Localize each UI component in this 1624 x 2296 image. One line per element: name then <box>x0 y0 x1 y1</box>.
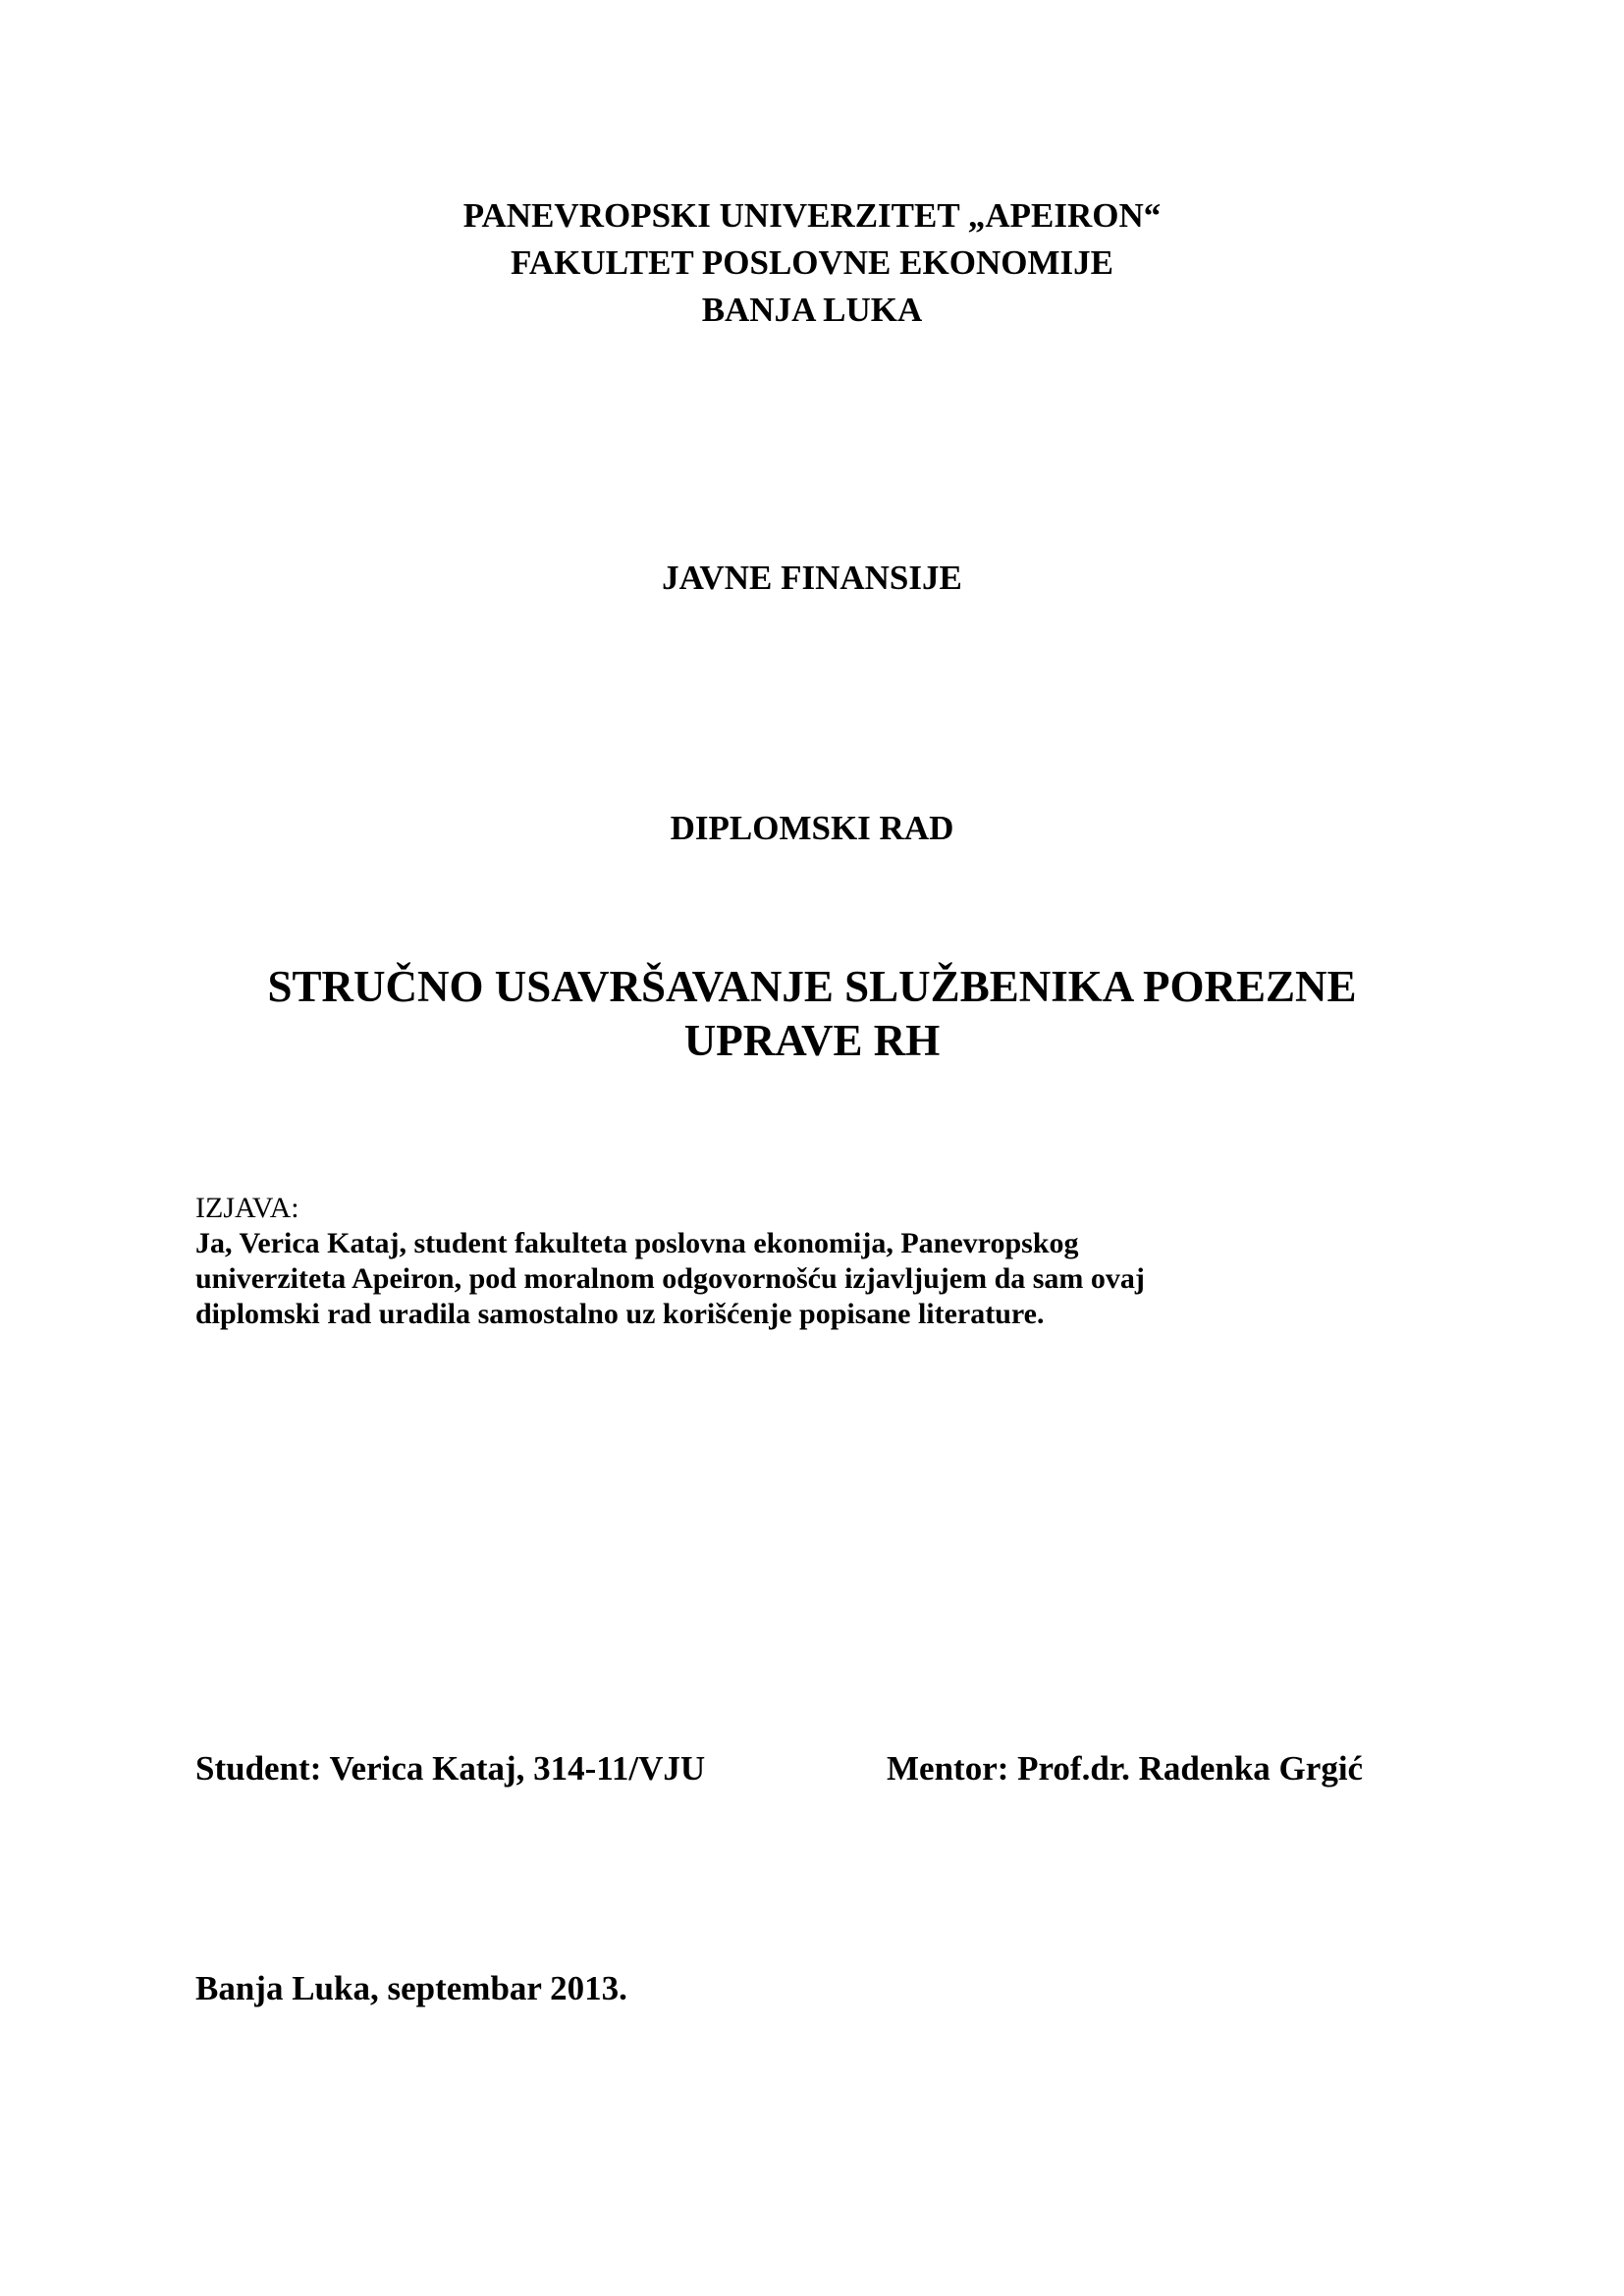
place-and-date: Banja Luka, septembar 2013. <box>195 1969 627 2007</box>
declaration-line-2: univerziteta Apeiron, pod moralnom odgovornošću izjavljujem da sam ovaj <box>195 1262 1145 1295</box>
thesis-title-line-2: UPRAVE RH <box>683 1016 941 1065</box>
declaration-line-1: Ja, Verica Kataj, student fakulteta poslovna ekonomija, Panevropskog <box>195 1227 1079 1259</box>
declaration-line-3: diplomski rad uradila samostalno uz korišćenje popisane literature. <box>195 1298 1045 1330</box>
student-info: Student: Verica Kataj, 314-11/VJU <box>195 1749 706 1788</box>
course-name: JAVNE FINANSIJE <box>662 559 962 597</box>
thesis-title-line-1: STRUČNO USAVRŠAVANJE SLUŽBENIKA POREZNE <box>267 962 1357 1011</box>
city-name: BANJA LUKA <box>701 291 923 329</box>
faculty-name: FAKULTET POSLOVNE EKONOMIJE <box>511 243 1113 282</box>
declaration-block <box>195 1191 1423 1332</box>
institution-header <box>0 192 1624 334</box>
thesis-type: DIPLOMSKI RAD <box>670 809 954 847</box>
declaration-heading: IZJAVA: <box>195 1192 299 1224</box>
thesis-title <box>0 960 1624 1068</box>
university-name: PANEVROPSKI UNIVERZITET „APEIRON“ <box>462 196 1162 235</box>
mentor-info: Mentor: Prof.dr. Radenka Grgić <box>887 1749 1364 1788</box>
declaration-text <box>195 1226 1423 1332</box>
